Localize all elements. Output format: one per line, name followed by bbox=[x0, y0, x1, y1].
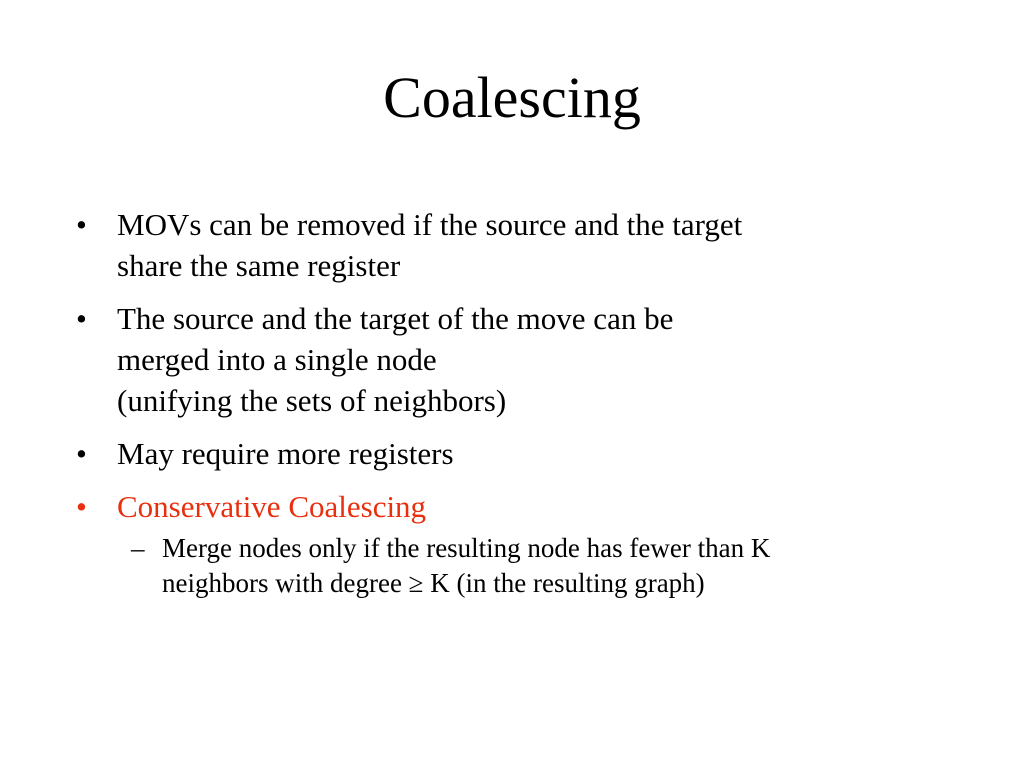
bullet-marker: • bbox=[76, 301, 87, 336]
slide-title: Coalescing bbox=[383, 65, 641, 130]
bullet-text-line: merged into a single node bbox=[117, 342, 437, 377]
sub-bullet-list bbox=[117, 531, 956, 601]
bullet-text-line: (unifying the sets of neighbors) bbox=[117, 383, 507, 418]
bullet-marker: • bbox=[76, 207, 87, 242]
sub-bullet-marker: – bbox=[131, 533, 145, 563]
bullet-marker: • bbox=[76, 489, 87, 524]
bullet-text-line: Conservative Coalescing bbox=[117, 489, 427, 524]
bullet-text-line: share the same register bbox=[117, 248, 401, 283]
bullet-list bbox=[76, 204, 956, 613]
bullet-text-line: The source and the target of the move can be bbox=[117, 301, 674, 336]
bullet-item-movs-removed bbox=[76, 204, 956, 286]
bullet-marker: • bbox=[76, 436, 87, 471]
sub-bullet-text-line: neighbors with degree ≥ K (in the resulting graph) bbox=[162, 568, 705, 598]
bullet-text-line: May require more registers bbox=[117, 436, 454, 471]
bullet-item-conservative-coalescing bbox=[76, 486, 956, 601]
sub-bullet-text-line: Merge nodes only if the resulting node has fewer than K bbox=[162, 533, 771, 563]
bullet-item-merge-nodes bbox=[76, 298, 956, 421]
bullet-text-line: MOVs can be removed if the source and the target bbox=[117, 207, 743, 242]
sub-bullet-item-merge-condition bbox=[117, 531, 956, 601]
bullet-item-more-registers bbox=[76, 433, 956, 474]
